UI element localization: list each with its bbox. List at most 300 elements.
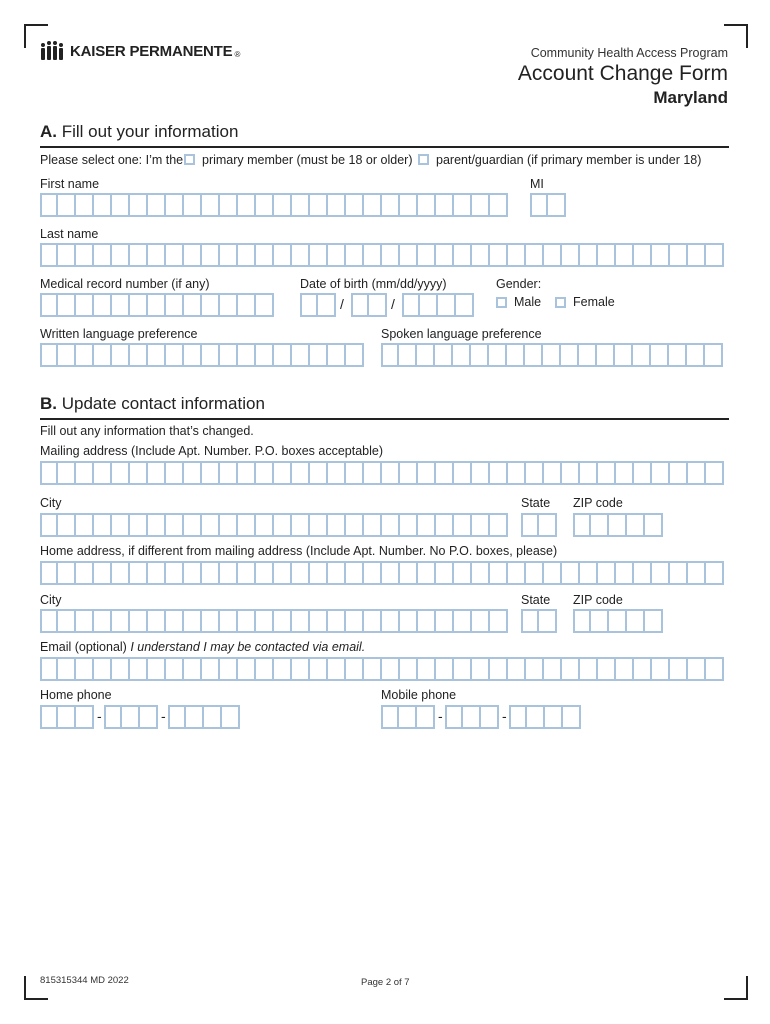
char-box[interactable]: [76, 705, 94, 729]
char-box[interactable]: [76, 657, 94, 681]
char-box[interactable]: [687, 343, 705, 367]
char-box[interactable]: [364, 513, 382, 537]
char-box[interactable]: [130, 461, 148, 485]
char-box[interactable]: [438, 293, 456, 317]
char-box[interactable]: [58, 461, 76, 485]
char-box[interactable]: [112, 243, 130, 267]
char-box[interactable]: [148, 657, 166, 681]
char-box[interactable]: [463, 705, 481, 729]
char-box[interactable]: [122, 705, 140, 729]
char-box[interactable]: [204, 705, 222, 729]
char-box[interactable]: [184, 609, 202, 633]
mrn-field[interactable]: [40, 293, 274, 317]
char-box[interactable]: [669, 343, 687, 367]
char-box[interactable]: [652, 461, 670, 485]
char-box[interactable]: [507, 343, 525, 367]
char-box[interactable]: [670, 561, 688, 585]
char-box[interactable]: [346, 461, 364, 485]
char-box[interactable]: [445, 705, 463, 729]
char-box[interactable]: [148, 461, 166, 485]
char-box[interactable]: [508, 657, 526, 681]
char-box[interactable]: [418, 243, 436, 267]
char-box[interactable]: [346, 609, 364, 633]
char-box[interactable]: [562, 461, 580, 485]
char-box[interactable]: [436, 513, 454, 537]
char-box[interactable]: [688, 243, 706, 267]
char-box[interactable]: [292, 461, 310, 485]
char-box[interactable]: [454, 193, 472, 217]
char-box[interactable]: [40, 193, 58, 217]
char-box[interactable]: [382, 193, 400, 217]
char-box[interactable]: [166, 561, 184, 585]
char-box[interactable]: [615, 343, 633, 367]
char-box[interactable]: [435, 343, 453, 367]
char-box[interactable]: [436, 461, 454, 485]
char-box[interactable]: [166, 293, 184, 317]
char-box[interactable]: [456, 293, 474, 317]
char-box[interactable]: [220, 243, 238, 267]
char-box[interactable]: [220, 609, 238, 633]
char-box[interactable]: [526, 657, 544, 681]
char-box[interactable]: [418, 193, 436, 217]
char-box[interactable]: [58, 293, 76, 317]
parent-guardian-checkbox[interactable]: [418, 154, 429, 165]
char-box[interactable]: [292, 657, 310, 681]
char-box[interactable]: [148, 561, 166, 585]
mobile-phone-line-field[interactable]: [509, 705, 581, 729]
char-box[interactable]: [256, 513, 274, 537]
char-box[interactable]: [598, 561, 616, 585]
char-box[interactable]: [256, 609, 274, 633]
home-city-field[interactable]: [40, 609, 508, 633]
char-box[interactable]: [521, 609, 539, 633]
char-box[interactable]: [539, 609, 557, 633]
char-box[interactable]: [148, 513, 166, 537]
char-box[interactable]: [400, 193, 418, 217]
char-box[interactable]: [94, 293, 112, 317]
home-state-field[interactable]: [521, 609, 557, 633]
char-box[interactable]: [130, 513, 148, 537]
char-box[interactable]: [220, 293, 238, 317]
char-box[interactable]: [220, 193, 238, 217]
char-box[interactable]: [40, 561, 58, 585]
char-box[interactable]: [526, 461, 544, 485]
char-box[interactable]: [400, 657, 418, 681]
char-box[interactable]: [328, 609, 346, 633]
char-box[interactable]: [328, 657, 346, 681]
char-box[interactable]: [472, 561, 490, 585]
char-box[interactable]: [616, 657, 634, 681]
char-box[interactable]: [256, 461, 274, 485]
dob-year-field[interactable]: [402, 293, 474, 317]
char-box[interactable]: [184, 561, 202, 585]
char-box[interactable]: [627, 513, 645, 537]
char-box[interactable]: [76, 243, 94, 267]
char-box[interactable]: [40, 609, 58, 633]
char-box[interactable]: [76, 193, 94, 217]
char-box[interactable]: [399, 705, 417, 729]
char-box[interactable]: [94, 513, 112, 537]
char-box[interactable]: [140, 705, 158, 729]
char-box[interactable]: [364, 609, 382, 633]
mailing-address-field[interactable]: [40, 461, 724, 485]
char-box[interactable]: [627, 609, 645, 633]
char-box[interactable]: [220, 561, 238, 585]
char-box[interactable]: [310, 193, 328, 217]
char-box[interactable]: [527, 705, 545, 729]
char-box[interactable]: [274, 461, 292, 485]
char-box[interactable]: [436, 193, 454, 217]
char-box[interactable]: [481, 705, 499, 729]
char-box[interactable]: [202, 243, 220, 267]
char-box[interactable]: [490, 193, 508, 217]
char-box[interactable]: [94, 609, 112, 633]
char-box[interactable]: [597, 343, 615, 367]
char-box[interactable]: [579, 343, 597, 367]
char-box[interactable]: [382, 561, 400, 585]
char-box[interactable]: [489, 343, 507, 367]
char-box[interactable]: [130, 561, 148, 585]
char-box[interactable]: [525, 343, 543, 367]
primary-member-checkbox[interactable]: [184, 154, 195, 165]
char-box[interactable]: [454, 461, 472, 485]
char-box[interactable]: [418, 513, 436, 537]
char-box[interactable]: [688, 657, 706, 681]
char-box[interactable]: [706, 657, 724, 681]
char-box[interactable]: [634, 561, 652, 585]
char-box[interactable]: [76, 513, 94, 537]
char-box[interactable]: [202, 513, 220, 537]
mailing-zip-field[interactable]: [573, 513, 663, 537]
gender-female-checkbox[interactable]: [555, 297, 566, 308]
char-box[interactable]: [634, 461, 652, 485]
char-box[interactable]: [418, 657, 436, 681]
char-box[interactable]: [256, 657, 274, 681]
char-box[interactable]: [166, 461, 184, 485]
char-box[interactable]: [453, 343, 471, 367]
home-phone-line-field[interactable]: [168, 705, 240, 729]
char-box[interactable]: [436, 243, 454, 267]
char-box[interactable]: [300, 293, 318, 317]
char-box[interactable]: [166, 513, 184, 537]
char-box[interactable]: [40, 243, 58, 267]
char-box[interactable]: [58, 243, 76, 267]
char-box[interactable]: [166, 193, 184, 217]
char-box[interactable]: [148, 293, 166, 317]
spoken-language-field[interactable]: [381, 343, 723, 367]
char-box[interactable]: [346, 343, 364, 367]
home-address-field[interactable]: [40, 561, 724, 585]
char-box[interactable]: [130, 609, 148, 633]
char-box[interactable]: [220, 513, 238, 537]
char-box[interactable]: [616, 561, 634, 585]
char-box[interactable]: [580, 243, 598, 267]
char-box[interactable]: [40, 343, 58, 367]
mi-field[interactable]: [530, 193, 566, 217]
char-box[interactable]: [328, 461, 346, 485]
char-box[interactable]: [402, 293, 420, 317]
char-box[interactable]: [310, 243, 328, 267]
mailing-city-field[interactable]: [40, 513, 508, 537]
char-box[interactable]: [166, 657, 184, 681]
char-box[interactable]: [148, 193, 166, 217]
char-box[interactable]: [112, 193, 130, 217]
char-box[interactable]: [645, 609, 663, 633]
char-box[interactable]: [544, 657, 562, 681]
char-box[interactable]: [292, 243, 310, 267]
char-box[interactable]: [94, 461, 112, 485]
char-box[interactable]: [184, 461, 202, 485]
char-box[interactable]: [112, 609, 130, 633]
char-box[interactable]: [112, 561, 130, 585]
char-box[interactable]: [472, 461, 490, 485]
char-box[interactable]: [184, 243, 202, 267]
char-box[interactable]: [598, 243, 616, 267]
char-box[interactable]: [184, 193, 202, 217]
mobile-phone-area-field[interactable]: [381, 705, 435, 729]
char-box[interactable]: [184, 513, 202, 537]
char-box[interactable]: [634, 657, 652, 681]
char-box[interactable]: [274, 193, 292, 217]
char-box[interactable]: [454, 513, 472, 537]
char-box[interactable]: [310, 461, 328, 485]
char-box[interactable]: [76, 343, 94, 367]
char-box[interactable]: [292, 513, 310, 537]
char-box[interactable]: [364, 193, 382, 217]
char-box[interactable]: [346, 193, 364, 217]
char-box[interactable]: [76, 461, 94, 485]
char-box[interactable]: [292, 343, 310, 367]
char-box[interactable]: [166, 609, 184, 633]
char-box[interactable]: [328, 193, 346, 217]
char-box[interactable]: [369, 293, 387, 317]
char-box[interactable]: [539, 513, 557, 537]
char-box[interactable]: [562, 243, 580, 267]
written-language-field[interactable]: [40, 343, 364, 367]
char-box[interactable]: [58, 705, 76, 729]
char-box[interactable]: [364, 561, 382, 585]
char-box[interactable]: [400, 609, 418, 633]
char-box[interactable]: [274, 343, 292, 367]
char-box[interactable]: [40, 461, 58, 485]
char-box[interactable]: [238, 609, 256, 633]
char-box[interactable]: [418, 609, 436, 633]
dob-day-field[interactable]: [351, 293, 387, 317]
char-box[interactable]: [112, 461, 130, 485]
char-box[interactable]: [472, 243, 490, 267]
char-box[interactable]: [490, 561, 508, 585]
char-box[interactable]: [186, 705, 204, 729]
char-box[interactable]: [220, 461, 238, 485]
char-box[interactable]: [652, 243, 670, 267]
char-box[interactable]: [420, 293, 438, 317]
char-box[interactable]: [328, 513, 346, 537]
char-box[interactable]: [400, 513, 418, 537]
char-box[interactable]: [202, 609, 220, 633]
char-box[interactable]: [472, 657, 490, 681]
char-box[interactable]: [417, 705, 435, 729]
char-box[interactable]: [580, 657, 598, 681]
char-box[interactable]: [472, 609, 490, 633]
dob-month-field[interactable]: [300, 293, 336, 317]
char-box[interactable]: [256, 293, 274, 317]
char-box[interactable]: [670, 243, 688, 267]
char-box[interactable]: [526, 243, 544, 267]
char-box[interactable]: [688, 561, 706, 585]
char-box[interactable]: [256, 193, 274, 217]
char-box[interactable]: [202, 343, 220, 367]
char-box[interactable]: [364, 657, 382, 681]
char-box[interactable]: [148, 609, 166, 633]
char-box[interactable]: [104, 705, 122, 729]
char-box[interactable]: [328, 561, 346, 585]
char-box[interactable]: [292, 193, 310, 217]
char-box[interactable]: [508, 461, 526, 485]
char-box[interactable]: [436, 561, 454, 585]
char-box[interactable]: [591, 513, 609, 537]
char-box[interactable]: [544, 461, 562, 485]
char-box[interactable]: [633, 343, 651, 367]
char-box[interactable]: [292, 561, 310, 585]
char-box[interactable]: [148, 243, 166, 267]
char-box[interactable]: [706, 461, 724, 485]
char-box[interactable]: [238, 461, 256, 485]
char-box[interactable]: [112, 657, 130, 681]
char-box[interactable]: [94, 243, 112, 267]
char-box[interactable]: [130, 657, 148, 681]
char-box[interactable]: [609, 513, 627, 537]
char-box[interactable]: [202, 657, 220, 681]
char-box[interactable]: [399, 343, 417, 367]
char-box[interactable]: [490, 513, 508, 537]
mobile-phone-prefix-field[interactable]: [445, 705, 499, 729]
char-box[interactable]: [256, 561, 274, 585]
char-box[interactable]: [58, 193, 76, 217]
last-name-field[interactable]: [40, 243, 724, 267]
char-box[interactable]: [220, 657, 238, 681]
char-box[interactable]: [381, 705, 399, 729]
char-box[interactable]: [222, 705, 240, 729]
char-box[interactable]: [112, 343, 130, 367]
char-box[interactable]: [591, 609, 609, 633]
char-box[interactable]: [274, 657, 292, 681]
char-box[interactable]: [705, 343, 723, 367]
char-box[interactable]: [544, 243, 562, 267]
char-box[interactable]: [382, 243, 400, 267]
char-box[interactable]: [328, 243, 346, 267]
char-box[interactable]: [238, 343, 256, 367]
char-box[interactable]: [148, 343, 166, 367]
char-box[interactable]: [256, 243, 274, 267]
char-box[interactable]: [670, 461, 688, 485]
char-box[interactable]: [580, 461, 598, 485]
char-box[interactable]: [318, 293, 336, 317]
char-box[interactable]: [202, 193, 220, 217]
char-box[interactable]: [40, 705, 58, 729]
char-box[interactable]: [598, 461, 616, 485]
char-box[interactable]: [381, 343, 399, 367]
first-name-field[interactable]: [40, 193, 508, 217]
char-box[interactable]: [40, 513, 58, 537]
char-box[interactable]: [471, 343, 489, 367]
email-field[interactable]: [40, 657, 724, 681]
char-box[interactable]: [706, 243, 724, 267]
char-box[interactable]: [94, 657, 112, 681]
char-box[interactable]: [454, 561, 472, 585]
char-box[interactable]: [292, 609, 310, 633]
char-box[interactable]: [490, 461, 508, 485]
home-zip-field[interactable]: [573, 609, 663, 633]
char-box[interactable]: [454, 657, 472, 681]
char-box[interactable]: [274, 561, 292, 585]
char-box[interactable]: [166, 343, 184, 367]
char-box[interactable]: [58, 609, 76, 633]
char-box[interactable]: [94, 561, 112, 585]
char-box[interactable]: [418, 461, 436, 485]
char-box[interactable]: [652, 657, 670, 681]
char-box[interactable]: [168, 705, 186, 729]
char-box[interactable]: [530, 193, 548, 217]
char-box[interactable]: [436, 657, 454, 681]
char-box[interactable]: [508, 561, 526, 585]
char-box[interactable]: [40, 657, 58, 681]
char-box[interactable]: [561, 343, 579, 367]
char-box[interactable]: [94, 343, 112, 367]
char-box[interactable]: [310, 657, 328, 681]
char-box[interactable]: [454, 243, 472, 267]
char-box[interactable]: [509, 705, 527, 729]
char-box[interactable]: [256, 343, 274, 367]
char-box[interactable]: [130, 293, 148, 317]
char-box[interactable]: [202, 561, 220, 585]
char-box[interactable]: [526, 561, 544, 585]
char-box[interactable]: [184, 343, 202, 367]
home-phone-area-field[interactable]: [40, 705, 94, 729]
char-box[interactable]: [112, 293, 130, 317]
char-box[interactable]: [76, 609, 94, 633]
char-box[interactable]: [543, 343, 561, 367]
char-box[interactable]: [130, 343, 148, 367]
char-box[interactable]: [400, 243, 418, 267]
char-box[interactable]: [58, 657, 76, 681]
char-box[interactable]: [508, 243, 526, 267]
char-box[interactable]: [573, 513, 591, 537]
char-box[interactable]: [382, 461, 400, 485]
char-box[interactable]: [652, 561, 670, 585]
char-box[interactable]: [184, 293, 202, 317]
char-box[interactable]: [382, 609, 400, 633]
char-box[interactable]: [400, 461, 418, 485]
char-box[interactable]: [562, 561, 580, 585]
char-box[interactable]: [310, 609, 328, 633]
char-box[interactable]: [94, 193, 112, 217]
char-box[interactable]: [616, 243, 634, 267]
char-box[interactable]: [130, 193, 148, 217]
char-box[interactable]: [490, 243, 508, 267]
char-box[interactable]: [573, 609, 591, 633]
char-box[interactable]: [490, 657, 508, 681]
char-box[interactable]: [706, 561, 724, 585]
char-box[interactable]: [328, 343, 346, 367]
char-box[interactable]: [202, 293, 220, 317]
char-box[interactable]: [544, 561, 562, 585]
char-box[interactable]: [545, 705, 563, 729]
char-box[interactable]: [238, 193, 256, 217]
char-box[interactable]: [382, 513, 400, 537]
char-box[interactable]: [472, 513, 490, 537]
char-box[interactable]: [670, 657, 688, 681]
char-box[interactable]: [598, 657, 616, 681]
